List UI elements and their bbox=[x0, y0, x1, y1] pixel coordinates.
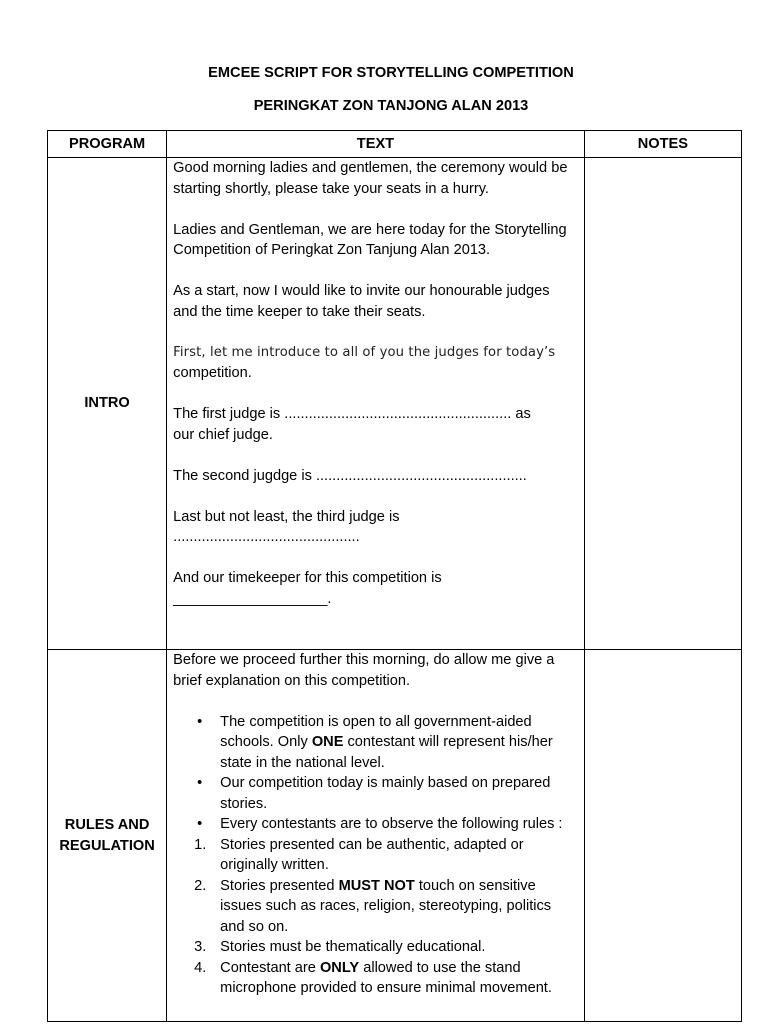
header-row bbox=[48, 131, 742, 158]
list-item: 4. Contestant are ONLY allowed to use the stand microphone provided to ensure minimal movement. bbox=[194, 959, 552, 996]
intro-paragraph: Good morning ladies and gentlemen, the ceremony would be starting shortly, please take your seats in a hurry. bbox=[173, 160, 568, 197]
intro-paragraph: As a start, now I would like to invite our honourable judges and the time keeper to take their seats. bbox=[173, 283, 550, 320]
bullet-marker: • bbox=[197, 775, 203, 791]
rules-row bbox=[48, 650, 742, 1022]
list-item: 3. Stories must be thematically educational. bbox=[194, 939, 486, 955]
bullet-marker: • bbox=[197, 713, 203, 730]
rules-text-cell bbox=[167, 650, 585, 1022]
timekeeper-line: And our timekeeper for this competition is bbox=[173, 570, 442, 586]
list-item: • Our competition today is mainly based on prepared stories. bbox=[197, 775, 551, 812]
list-item: 2. Stories presented MUST NOT touch on sensitive issues such as races, religion, stereotyping, politics and so on. bbox=[194, 877, 552, 935]
list-item: • The competition is open to all government-aided schools. Only ONE contestant will represent his/her state in the national level. bbox=[197, 713, 553, 771]
rules-program-label: REGULATION bbox=[59, 837, 155, 854]
chief-judge-line: our chief judge. bbox=[173, 426, 273, 443]
chief-judge-line: The first judge is ........................................................ as bbox=[173, 406, 531, 422]
intro-text-cell bbox=[167, 158, 585, 650]
bullet-marker: • bbox=[197, 816, 203, 832]
intro-paragraph: First, let me introduce to all of you the judges for today’s bbox=[173, 344, 556, 360]
intro-program-cell bbox=[48, 158, 167, 650]
rules-program-label: RULES AND bbox=[64, 817, 150, 833]
intro-notes-cell bbox=[584, 158, 741, 650]
intro-paragraph: Ladies and Gentleman, we are here today for the Storytelling Competition of Peringkat Zon Tanjung Alan 2013. bbox=[173, 221, 567, 258]
rules-notes-cell bbox=[584, 650, 741, 1022]
header-notes: NOTES bbox=[584, 131, 741, 158]
rules-intro-paragraph: Before we proceed further this morning, do allow me give a brief explanation on this competition. bbox=[173, 652, 555, 689]
timekeeper-blank: ___________________. bbox=[173, 590, 332, 607]
intro-row bbox=[48, 158, 742, 650]
document-subtitle: PERINGKAT ZON TANJONG ALAN 2013 bbox=[253, 98, 529, 114]
rules-program-cell bbox=[48, 650, 167, 1022]
rules-numbered-list bbox=[173, 835, 578, 999]
intro-paragraph: competition. bbox=[173, 365, 252, 381]
third-judge-line: Last but not least, the third judge is bbox=[173, 508, 400, 525]
intro-program-label: INTRO bbox=[84, 395, 130, 412]
script-table bbox=[47, 130, 742, 1022]
list-item: 1. Stories presented can be authentic, adapted or originally written. bbox=[194, 836, 524, 873]
document-title: EMCEE SCRIPT FOR STORYTELLING COMPETITION bbox=[208, 65, 574, 81]
header-text: TEXT bbox=[167, 131, 585, 158]
second-judge-line: The second jugdge is .................................................... bbox=[173, 467, 527, 484]
list-item: • Every contestants are to observe the following rules : bbox=[173, 814, 578, 835]
third-judge-blank: .............................................. bbox=[173, 529, 360, 545]
rules-bullet-list bbox=[173, 712, 578, 835]
header-program: PROGRAM bbox=[48, 131, 167, 158]
